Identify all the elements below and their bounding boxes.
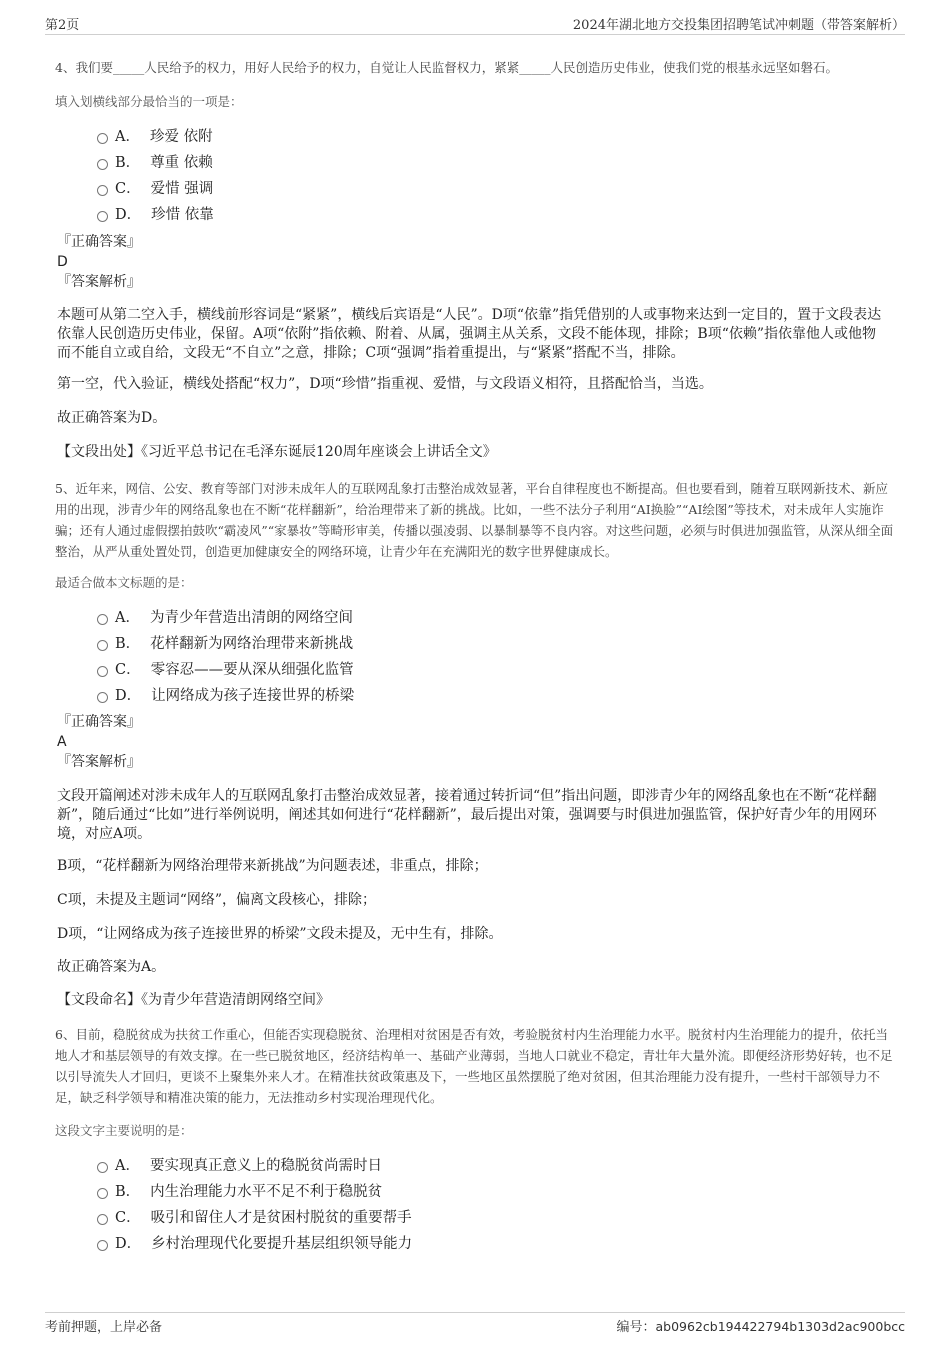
- analysis-paragraph: C项，未提及主题词“网络”，偏离文段核心，排除；: [57, 892, 377, 908]
- footer-slogan: 考前押题，上岸必备: [45, 1320, 163, 1335]
- option-d[interactable]: D． 珍惜 依靠: [97, 200, 214, 226]
- analysis-heading: 『答案解析』: [57, 274, 141, 290]
- question-5-prompt: 最适合做本文标题的是：: [55, 575, 193, 590]
- code-label: 编号：: [616, 1320, 656, 1335]
- option-b[interactable]: B． 内生治理能力水平不足不利于稳脱贫: [97, 1177, 412, 1203]
- answer-heading: 『正确答案』: [57, 714, 141, 730]
- question-6-stem: 6、目前，稳脱贫成为扶贫工作重心，但能否实现稳脱贫、治理相对贫困是否有效，考验脱贫村内生治理能力水平。脱贫村内生治理能力的提升，依托当地人才和基层领导的有效支撑。在一些已脱贫地区，经济结构单一、基础产业薄弱，当地人口就业不稳定，青壮年大量外流。即便经济形势好转，也不足以引导流失人才回归，更谈不上聚集外来人才。在精准扶贫政策惠及下，一些地区虽然摆脱了绝对贫困，但其治理能力没有提升，一些村干部领导力不足，缺乏科学领导和精准决策的能力，无法推动乡村实现治理现代化。: [55, 1027, 893, 1105]
- page-footer: [45, 1312, 905, 1337]
- option-a[interactable]: A． 要实现真正意义上的稳脱贫尚需时日: [97, 1151, 412, 1177]
- analysis-conclusion: 故正确答案为D。: [57, 410, 167, 426]
- analysis-paragraph: D项，“让网络成为孩子连接世界的桥梁”文段未提及，无中生有，排除。: [57, 926, 503, 942]
- analysis-paragraph: B项，“花样翻新为网络治理带来新挑战”为问题表述，非重点，排除；: [57, 858, 488, 874]
- question-5-options: [97, 603, 354, 707]
- analysis-heading: 『答案解析』: [57, 754, 141, 770]
- radio-icon[interactable]: [97, 614, 108, 625]
- option-a[interactable]: A． 珍爱 依附: [97, 122, 214, 148]
- analysis-paragraph: 第一空，代入验证，横线处搭配“权力”，D项“珍惜”指重视、爱惜，与文段语义相符，且搭配恰当，当选。: [57, 376, 713, 392]
- radio-icon[interactable]: [97, 1188, 108, 1199]
- question-6-options: [97, 1151, 412, 1255]
- answer-heading: 『正确答案』: [57, 234, 141, 250]
- question-6-prompt: 这段文字主要说明的是：: [55, 1123, 193, 1138]
- question-5-stem: 5、近年来，网信、公安、教育等部门对涉未成年人的互联网乱象打击整治成效显著，平台自律程度也不断提高。但也要看到，随着互联网新技术、新应用的出现，涉青少年的网络乱象也在不断“花样翻新”，给治理带来了新的挑战。比如，一些不法分子利用“AI换脸”“AI绘图”等技术，对未成年人实施诈骗；还有人通过虚假摆拍鼓吹“霸凌风”“家暴妆”等畸形审美，传播以强凌弱、以暴制暴等不良内容。对这些问题，必须与时俱进加强监管，从深从细全面整治，从严从重处置处罚，创造更加健康安全的网络环境，让青少年在充满阳光的数字世界健康成长。: [55, 481, 894, 559]
- page-number: 第2页: [45, 18, 80, 33]
- radio-icon[interactable]: [97, 1162, 108, 1173]
- radio-icon[interactable]: [97, 211, 108, 222]
- analysis-conclusion: 故正确答案为A。: [57, 959, 166, 975]
- radio-icon[interactable]: [97, 1214, 108, 1225]
- question-4-prompt: 填入划横线部分最恰当的一项是：: [55, 94, 243, 109]
- radio-icon[interactable]: [97, 692, 108, 703]
- answer-value: A: [57, 734, 67, 750]
- source-citation: 【文段命名】《为青少年营造清朗网络空间》: [57, 992, 330, 1008]
- radio-icon[interactable]: [97, 1240, 108, 1251]
- analysis-paragraph: 文段开篇阐述对涉未成年人的互联网乱象打击整治成效显著，接着通过转折词“但”指出问题，即涉青少年的网络乱象也在不断“花样翻新”，随后通过“比如”进行举例说明，阐述其如何进行“花样翻新”，最后提出对策，强调要与时俱进加强监管，保护好青少年的用网环境，对应A项。: [57, 788, 877, 842]
- document-code: [616, 1316, 905, 1335]
- question-4-stem: 4、我们要_____人民给予的权力，用好人民给予的权力，自觉让人民监督权力，紧紧_____人民创造历史伟业，使我们党的根基永远坚如磐石。: [55, 60, 838, 75]
- option-c[interactable]: C． 零容忍——要从深从细强化监管: [97, 655, 354, 681]
- option-d[interactable]: D． 让网络成为孩子连接世界的桥梁: [97, 681, 354, 707]
- page-header: [45, 10, 905, 35]
- analysis-paragraph: 本题可从第二空入手，横线前形容词是“紧紧”，横线后宾语是“人民”。D项“依靠”指凭借别的人或事物来达到一定目的，置于文段表达依靠人民创造历史伟业，保留。A项“依附”指依赖、附着、从属，强调主从关系，文段不能体现，排除；B项“依赖”指依靠他人或他物而不能自立或自给，文段无“不自立”之意，排除；C项“强调”指着重提出，与“紧紧”搭配不当，排除。: [57, 307, 882, 361]
- option-a[interactable]: A． 为青少年营造出清朗的网络空间: [97, 603, 354, 629]
- option-d[interactable]: D． 乡村治理现代化要提升基层组织领导能力: [97, 1229, 412, 1255]
- document-title: 2024年湖北地方交投集团招聘笔试冲刺题（带答案解析）: [572, 18, 905, 33]
- radio-icon[interactable]: [97, 666, 108, 677]
- option-b[interactable]: B． 尊重 依赖: [97, 148, 214, 174]
- answer-value: D: [57, 254, 68, 270]
- radio-icon[interactable]: [97, 185, 108, 196]
- question-4-options: [97, 122, 214, 226]
- radio-icon[interactable]: [97, 159, 108, 170]
- code-value: ab0962cb194422794b1303d2ac900bcc: [655, 1319, 905, 1334]
- radio-icon[interactable]: [97, 133, 108, 144]
- option-c[interactable]: C． 吸引和留住人才是贫困村脱贫的重要帮手: [97, 1203, 412, 1229]
- radio-icon[interactable]: [97, 640, 108, 651]
- option-b[interactable]: B． 花样翻新为网络治理带来新挑战: [97, 629, 354, 655]
- question-5-answer: [57, 712, 141, 772]
- option-c[interactable]: C． 爱惜 强调: [97, 174, 214, 200]
- question-4-answer: [57, 232, 141, 292]
- source-citation: 【文段出处】《习近平总书记在毛泽东诞辰120周年座谈会上讲话全文》: [57, 444, 497, 460]
